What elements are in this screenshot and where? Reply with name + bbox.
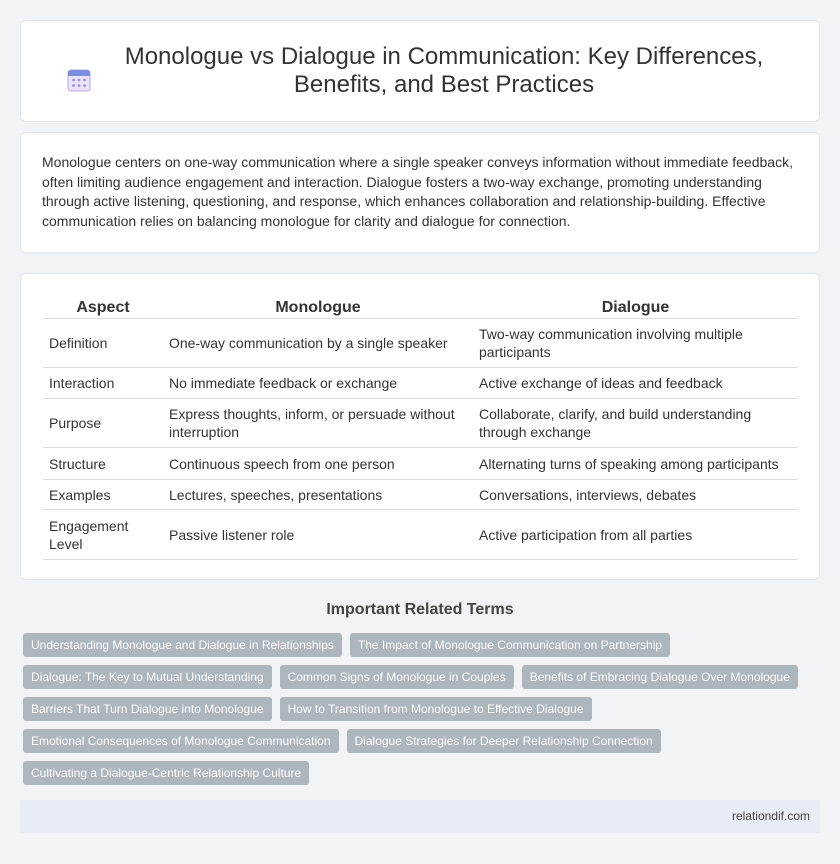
table-row xyxy=(43,368,798,399)
table-cell-aspect: Structure xyxy=(43,448,163,480)
related-term-tag[interactable]: Cultivating a Dialogue-Centric Relationship Culture xyxy=(23,761,309,785)
intro-card xyxy=(20,132,820,253)
footer-site-link[interactable]: relationdif.com xyxy=(731,809,810,823)
footer xyxy=(20,800,820,833)
intro-text: Monologue centers on one-way communication where a single speaker conveys information without immediate feedback, often limiting audience engagement and interaction. Dialogue fosters a two-way exchange, promoting understanding through active listening, questioning, and response, which enhances collaboration and relationship-building. Effective communication relies on balancing monologue for clarity and dialogue for connection. xyxy=(42,154,793,229)
related-term-tag[interactable]: Barriers That Turn Dialogue into Monologue xyxy=(23,697,272,721)
related-term-tag[interactable]: Emotional Consequences of Monologue Communication xyxy=(23,729,339,753)
table-cell-monologue: No immediate feedback or exchange xyxy=(163,368,473,399)
table-cell-aspect: Purpose xyxy=(43,399,163,448)
header xyxy=(36,43,804,99)
table-cell-monologue: One-way communication by a single speaker xyxy=(163,319,473,368)
related-terms-title: Important Related Terms xyxy=(326,601,514,618)
tag-row xyxy=(23,729,823,753)
related-term-tag[interactable]: The Impact of Monologue Communication on Partnership xyxy=(350,633,670,657)
related-term-tag[interactable]: Understanding Monologue and Dialogue in Relationships xyxy=(23,633,342,657)
tag-row xyxy=(23,633,823,657)
comparison-table-card xyxy=(20,273,820,580)
table-row xyxy=(43,399,798,448)
related-terms-tags xyxy=(23,633,823,793)
page-title: Monologue vs Dialogue in Communication: Key Differences, Benefits, and Best Practices xyxy=(124,43,764,98)
header-aspect: Aspect xyxy=(43,294,163,319)
tag-row xyxy=(23,697,823,721)
related-term-tag[interactable]: Common Signs of Monologue in Couples xyxy=(280,665,514,689)
table-row xyxy=(43,480,798,510)
related-term-tag[interactable]: How to Transition from Monologue to Effective Dialogue xyxy=(280,697,592,721)
header-dialogue: Dialogue xyxy=(473,294,798,319)
table-cell-monologue: Continuous speech from one person xyxy=(163,448,473,480)
table-cell-aspect: Examples xyxy=(43,480,163,510)
related-term-tag[interactable]: Dialogue: The Key to Mutual Understanding xyxy=(23,665,272,689)
related-term-tag[interactable]: Dialogue Strategies for Deeper Relationship Connection xyxy=(347,729,661,753)
table-cell-dialogue: Alternating turns of speaking among participants xyxy=(473,448,798,480)
table-row xyxy=(43,319,798,368)
tag-row xyxy=(23,761,823,785)
table-cell-monologue: Express thoughts, inform, or persuade without interruption xyxy=(163,399,473,448)
table-cell-dialogue: Active participation from all parties xyxy=(473,510,798,560)
table-row xyxy=(43,510,798,560)
table-cell-monologue: Lectures, speeches, presentations xyxy=(163,480,473,510)
table-cell-dialogue: Conversations, interviews, debates xyxy=(473,480,798,510)
table-cell-aspect: Engagement Level xyxy=(43,510,163,560)
table-cell-aspect: Definition xyxy=(43,319,163,368)
header-card xyxy=(20,20,820,122)
table-cell-dialogue: Collaborate, clarify, and build understanding through exchange xyxy=(473,399,798,448)
table-row xyxy=(43,448,798,480)
table-header-row xyxy=(43,294,798,319)
table-cell-monologue: Passive listener role xyxy=(163,510,473,560)
tag-row xyxy=(23,665,823,689)
related-term-tag[interactable]: Benefits of Embracing Dialogue Over Monologue xyxy=(522,665,798,689)
table-cell-dialogue: Active exchange of ideas and feedback xyxy=(473,368,798,399)
comparison-table xyxy=(43,294,798,560)
table-cell-dialogue: Two-way communication involving multiple participants xyxy=(473,319,798,368)
calendar-icon xyxy=(66,67,92,93)
table-cell-aspect: Interaction xyxy=(43,368,163,399)
header-monologue: Monologue xyxy=(163,294,473,319)
